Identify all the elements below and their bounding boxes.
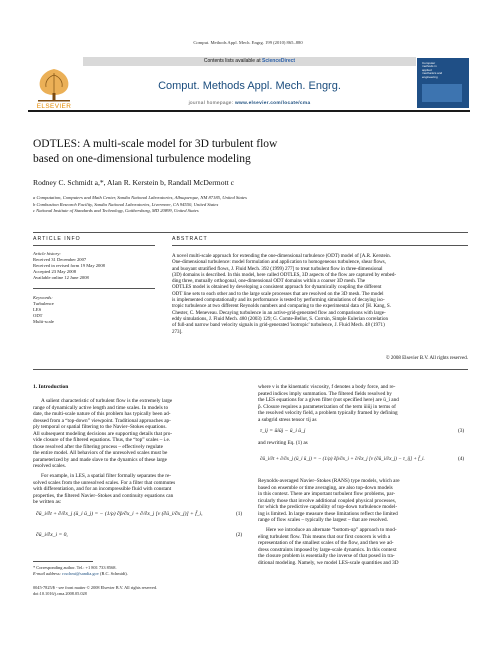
affiliation: c National Institute of Standards and Technology, Gaithersburg, MD 20899, United States <box>33 208 199 213</box>
homepage-prefix: journal homepage: <box>188 101 236 106</box>
abstract-line: of full-and narrow band velocity signals in grid-generated 'isotropic' turbulence, J. Fluid Mech. 48 (1971) <box>172 322 385 329</box>
keyword: ODT <box>33 313 43 318</box>
text-line: dressed from a “top-down” viewpoint. Traditional approaches ap- <box>33 417 171 424</box>
text-line: properties, the filtered Navier–Stokes and continuity equations can <box>33 492 174 499</box>
history-item: Available online 12 June 2008 <box>33 275 89 280</box>
right-paragraph <box>258 384 470 423</box>
abstract-line: (3D) domains is described. In this model, here called ODTLES, 3D aspects of the flow are captured by embed- <box>172 271 397 278</box>
abstract-line: and buoyant stratified flows, J. Fluid Mech. 392 (1999) 277] to treat turbulent flow in three-dimensional <box>172 265 383 272</box>
text-line: Reynolds-averaged Navier–Stokes (RANS) type models, which are <box>258 478 400 484</box>
text-line: based on ensemble or time averaging, are also top-down models <box>258 484 393 491</box>
keywords-rule <box>33 288 155 289</box>
contents-bar <box>83 57 416 66</box>
journal-homepage <box>83 101 416 106</box>
text-line: date, the multi-scale nature of this problem has typically been ad- <box>33 411 171 418</box>
text-line: be written as: <box>33 499 62 506</box>
journal-cover <box>417 58 469 108</box>
equation-3: τ_ij = ūiūj − ū_i ū_j <box>260 428 306 434</box>
title-line: based on one-dimensional turbulence modeling <box>33 152 251 165</box>
text-line: A salient characteristic of turbulent flow is the extremely large <box>41 398 173 404</box>
abstract-body <box>172 253 468 335</box>
text-line: the resolved velocity field, a problem typically framed by defining <box>258 410 398 417</box>
history-item: Accepted 23 May 2008 <box>33 269 76 274</box>
email-link[interactable]: rcschmi@sandia.gov <box>62 571 99 576</box>
sciencedirect-link[interactable]: ScienceDirect <box>262 58 296 64</box>
homepage-link[interactable]: www.elsevier.com/locate/cma <box>235 101 311 106</box>
text-line: where ν is the kinematic viscosity, f denotes a body force, and re- <box>258 384 396 390</box>
email-suffix: (R.C. Schmidt). <box>98 571 128 576</box>
right-paragraph <box>258 478 470 524</box>
intro-paragraph <box>33 398 247 470</box>
equation-2: ∂ū_i/∂x_i = 0, <box>36 532 68 538</box>
text-line: with differentiation, and for an incompressible fluid with constant <box>33 486 172 493</box>
article-title <box>33 137 473 166</box>
abstract-line: One-dimensional turbulence: model formulation and application to homogeneous turbulence, shear flows, <box>172 259 386 266</box>
footnote-corresponding: * Corresponding author. Tel.: +1 801 733 8568. <box>33 565 117 570</box>
abstract-line: ODT line sets to each other and to the large scale processes that are resolved on the 3D mesh. The model <box>172 290 384 297</box>
text-line: ing is limited. In large measure these limitations reflect the limited <box>258 510 398 517</box>
cover-line: Computer <box>422 61 436 65</box>
history-item: Received 31 December 2007 <box>33 257 87 262</box>
rewriting-line: and rewriting Eq. (1) as <box>258 440 308 446</box>
equation-1: ∂ū_i/∂t + ∂/∂x_j (ū_i ū_j) = − (1/ρ) ∂p̄/∂x_i + ∂/∂x_j [ν (∂ū_i/∂x_j)] + f̄_i, <box>36 511 203 517</box>
history-label: Article history: <box>33 251 61 256</box>
abstract-copyright: © 2008 Elsevier B.V. All rights reserved. <box>385 356 468 361</box>
keyword: Multi-scale <box>33 319 54 324</box>
history-item: Received in revised form 19 May 2008 <box>33 263 105 268</box>
text-line: dress constraints imposed by large-scale dynamics. In this context <box>258 546 397 553</box>
text-line: ditional modeling. Namely, we model LES-scale quantities and 3D <box>258 559 399 566</box>
affiliation: b Combustion Research Facility, Sandia National Laboratories, Livermore, CA 94550, United States <box>33 201 219 207</box>
journal-name: Comput. Methods Appl. Mech. Engrg. <box>158 80 341 92</box>
cover-line: applied <box>422 67 432 72</box>
abstract-heading: ABSTRACT <box>172 236 208 242</box>
elsevier-tree-logo <box>30 65 78 105</box>
text-line: those resolved after the filtering process – effectively regulate <box>33 443 163 450</box>
text-line: p̄. Closure requires a parameterization of the term ūiūj in terms of <box>258 403 396 410</box>
text-line: ply temporal or spatial filtering to the Navier–Stokes equations. <box>33 424 167 431</box>
email-label: E-mail address: <box>33 571 63 576</box>
intro-paragraph <box>33 473 247 506</box>
abstract-line: 273]. <box>172 328 183 335</box>
section-heading: 1. Introduction <box>33 384 69 390</box>
equation-3-number: (3) <box>458 428 465 434</box>
abstract-line: eddy simulations, J. Fluid Mech. 480 (2003) 129; G. Comte-Bellot, S. Corrsin, Simple Eulerian correlation <box>172 315 389 322</box>
info-rule <box>33 245 155 246</box>
article-info-heading: ARTICLE INFO <box>33 236 81 242</box>
journal-reference: Comput. Methods Appl. Mech. Engrg. 199 (2010) 865–880 <box>193 40 303 45</box>
abstract-line: ODTLES model is obtained by developing a consistent approach for dynamically coupling the different <box>172 284 382 291</box>
text-line: in this context. There are important turbulent flow problems, par- <box>258 491 395 498</box>
cover-line: methods in <box>422 64 437 69</box>
text-line: representation of the smallest scales of the flow, and then we ad- <box>258 540 394 547</box>
text-line: range of flow scales – typically the largest – that are resolved. <box>258 517 388 524</box>
doi-line[interactable]: doi:10.1016/j.cma.2008.05.028 <box>33 591 87 596</box>
text-line: All subsequent modeling decisions are supporting details that pro- <box>33 430 173 437</box>
equation-2-number: (2) <box>236 532 243 538</box>
right-paragraph <box>258 527 470 566</box>
abstract-rule-bottom <box>33 369 468 370</box>
text-line: ticularly those that involve additional coupled physical processes, <box>258 497 396 504</box>
abstract-line: Chester, C. Meneveau. Decaying turbulence in an active-grid-generated flow and comparisons with large- <box>172 309 386 316</box>
text-line: a subgrid stress tensor τij as <box>258 416 317 423</box>
cover-line: engineering <box>422 74 438 79</box>
footnote-rule <box>33 561 93 562</box>
text-line: for which the predictive capability of top-down turbulence model- <box>258 504 398 511</box>
issn-line: 0045-7825/$ - see front matter © 2008 Elsevier B.V. All rights reserved. <box>33 585 158 590</box>
contents-prefix: Contents lists available at <box>203 58 262 64</box>
text-line: parameterized by and made slave to the dynamics of these large <box>33 456 168 463</box>
footnote-email <box>33 571 128 576</box>
text-line: range of dynamically active length and time scales. In models to <box>33 404 169 411</box>
abstract-rule <box>172 245 468 246</box>
keyword: LES <box>33 307 42 312</box>
affiliation: a Computation, Computers and Math Center, Sandia National Laboratories, Albuquerque, NM 87185, United States <box>33 195 247 200</box>
keyword: Turbulence <box>33 301 54 306</box>
text-line: the entire model. All behaviors of the unresolved scales must be <box>33 450 168 457</box>
text-line: resolved scales. <box>33 463 66 470</box>
author-list: Rodney C. Schmidt a,*, Alan R. Kerstein b, Randall McDermott c <box>33 178 234 187</box>
title-line: ODTLES: A multi-scale model for 3D turbulent flow <box>33 138 278 150</box>
publisher-name: ELSEVIER <box>36 103 72 110</box>
abstract-line: A novel multi-scale approach for extending the one-dimensional turbulence (ODT) model of [A.R. Kerstein. <box>172 253 391 259</box>
text-line: Here we introduce an alternate “bottom-up” approach to mod- <box>266 527 397 533</box>
info-rule-top <box>33 232 468 233</box>
equation-4-number: (4) <box>458 456 465 462</box>
keywords-label: Keywords: <box>33 295 53 300</box>
header-rule <box>28 110 470 112</box>
text-line: eling turbulent flow. This means that our first concern is with a <box>258 533 391 540</box>
text-line: vide closure of the filtered equations. Thus, the “top” scales – i.e. <box>33 437 171 444</box>
text-line: For example, in LES, a spatial filter formally separates the re- <box>41 473 172 479</box>
abstract-line: tropic turbulence at two different Reynolds numbers and comparing to the experimental data of [H. Kang, S. <box>172 303 391 310</box>
abstract-line: is implemented computationally and its performance is tested by performing simulations of decaying iso- <box>172 297 385 304</box>
text-line: the LES equations for a given filter (not specified here) are ū_i and <box>258 397 399 404</box>
cover-line: mechanics and <box>422 71 443 76</box>
equation-1-number: (1) <box>236 511 243 517</box>
equation-4: ∂ū_i/∂t + ∂/∂x_j (ū_i ū_j) = − (1/ρ) ∂p̄/∂x_i + ∂/∂x_j [ν (∂ū_i/∂x_j) − τ_ij] + f̄_i. <box>260 456 425 462</box>
cover-graphic <box>422 84 462 102</box>
abstract-line: ding three, mutually orthogonal, one-dimensional ODT domains within a coarser 3D mesh. The <box>172 278 366 285</box>
text-line: peated indices imply summation. The filtered fields resolved by <box>258 390 392 397</box>
text-line: the closure problem is essentially the inverse of that posed in tra- <box>258 553 395 560</box>
text-line: solved scales from the unresolved scales. For a filter that commutes <box>33 479 176 486</box>
